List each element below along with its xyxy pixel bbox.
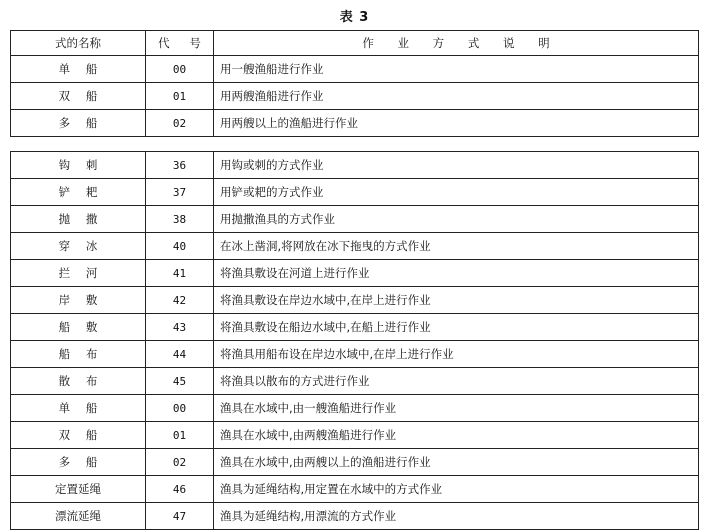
row-name: 拦 河 (11, 260, 146, 287)
table-header-row (11, 31, 699, 56)
row-name: 散 布 (11, 368, 146, 395)
table-row (11, 152, 699, 179)
row-name: 定置延绳 (11, 476, 146, 503)
table-row (11, 395, 699, 422)
row-desc: 在冰上凿洞,将网放在冰下拖曳的方式作业 (214, 233, 699, 260)
row-name: 铲 耙 (11, 179, 146, 206)
table-row (11, 179, 699, 206)
row-code: 40 (146, 233, 214, 260)
table-row (11, 422, 699, 449)
row-desc: 渔具为延绳结构,用漂流的方式作业 (214, 503, 699, 530)
row-code: 41 (146, 260, 214, 287)
row-name: 船 敷 (11, 314, 146, 341)
table-row (11, 233, 699, 260)
table-row (11, 110, 699, 137)
row-desc: 将渔具敷设在船边水域中,在船上进行作业 (214, 314, 699, 341)
row-desc: 渔具在水域中,由两艘以上的渔船进行作业 (214, 449, 699, 476)
row-name: 双 船 (11, 422, 146, 449)
header-name: 式的名称 (11, 31, 146, 56)
table-row (11, 341, 699, 368)
row-desc: 将渔具敷设在岸边水域中,在岸上进行作业 (214, 287, 699, 314)
table-row (11, 56, 699, 83)
table-row (11, 503, 699, 530)
row-name: 多 船 (11, 110, 146, 137)
row-desc: 用两艘渔船进行作业 (214, 83, 699, 110)
row-name: 岸 敷 (11, 287, 146, 314)
row-name: 多 船 (11, 449, 146, 476)
table-row (11, 287, 699, 314)
row-desc: 用抛撒渔具的方式作业 (214, 206, 699, 233)
header-desc: 作 业 方 式 说 明 (214, 31, 699, 56)
row-code: 01 (146, 422, 214, 449)
row-name: 穿 冰 (11, 233, 146, 260)
row-code: 02 (146, 110, 214, 137)
table-row (11, 449, 699, 476)
table-row (11, 314, 699, 341)
row-code: 37 (146, 179, 214, 206)
operation-table-top (10, 30, 699, 137)
table-caption: 表 3 (339, 10, 370, 25)
row-desc: 渔具在水域中,由两艘渔船进行作业 (214, 422, 699, 449)
row-name: 双 船 (11, 83, 146, 110)
row-code: 46 (146, 476, 214, 503)
row-code: 00 (146, 56, 214, 83)
row-code: 01 (146, 83, 214, 110)
row-desc: 用钩或刺的方式作业 (214, 152, 699, 179)
row-desc: 渔具为延绳结构,用定置在水域中的方式作业 (214, 476, 699, 503)
row-code: 47 (146, 503, 214, 530)
table-row (11, 206, 699, 233)
row-desc: 用一艘渔船进行作业 (214, 56, 699, 83)
table-row (11, 83, 699, 110)
table-row (11, 476, 699, 503)
row-code: 00 (146, 395, 214, 422)
row-desc: 用两艘以上的渔船进行作业 (214, 110, 699, 137)
row-name: 漂流延绳 (11, 503, 146, 530)
table-row (11, 368, 699, 395)
row-code: 45 (146, 368, 214, 395)
row-code: 42 (146, 287, 214, 314)
row-code: 44 (146, 341, 214, 368)
row-desc: 将渔具敷设在河道上进行作业 (214, 260, 699, 287)
row-code: 38 (146, 206, 214, 233)
header-code: 代 号 (146, 31, 214, 56)
table-row (11, 260, 699, 287)
row-desc: 将渔具以散布的方式进行作业 (214, 368, 699, 395)
row-name: 单 船 (11, 395, 146, 422)
row-desc: 用铲或耙的方式作业 (214, 179, 699, 206)
row-name: 船 布 (11, 341, 146, 368)
operation-table-bottom (10, 151, 699, 530)
row-code: 36 (146, 152, 214, 179)
row-name: 抛 撒 (11, 206, 146, 233)
row-code: 43 (146, 314, 214, 341)
row-name: 钩 刺 (11, 152, 146, 179)
row-code: 02 (146, 449, 214, 476)
row-desc: 将渔具用船布设在岸边水域中,在岸上进行作业 (214, 341, 699, 368)
row-name: 单 船 (11, 56, 146, 83)
row-desc: 渔具在水域中,由一艘渔船进行作业 (214, 395, 699, 422)
